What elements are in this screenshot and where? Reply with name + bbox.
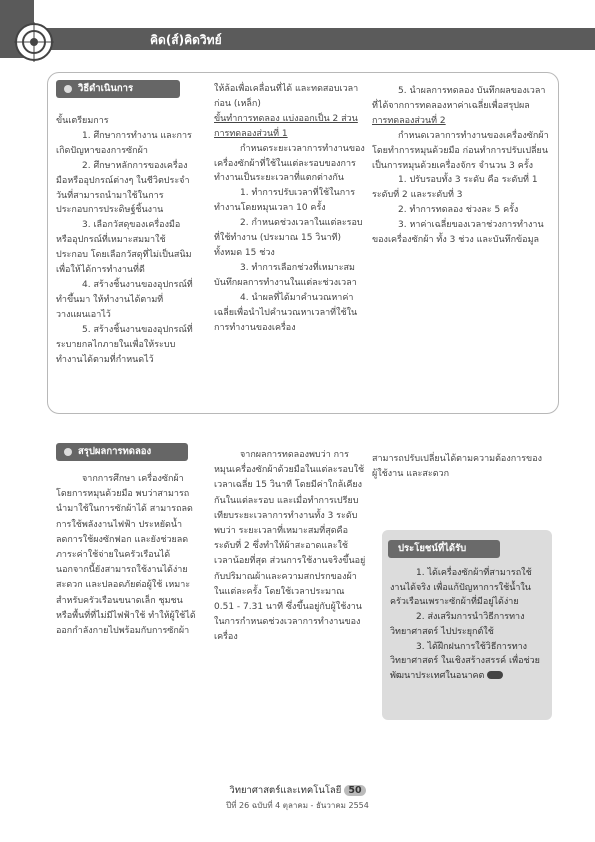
paragraph: 4. นำผลที่ได้มาคำนวณหาค่าเฉลี่ยเพื่อนำไปคำนวณหาเวลาที่ใช้ในการทำงานของเครื่อง — [214, 292, 358, 333]
paragraph: 1. ทำการปรับเวลาที่ใช้ในการทำงานโดยหมุนเวลา 10 ครั้ง — [214, 188, 356, 214]
benefit-heading: ประโยชน์ที่ได้รับ — [388, 540, 500, 558]
list-item-text: 3. ได้ฝึกฝนการใช้วิธีการทางวิทยาศาสตร์ ในเชิงสร้างสรรค์ เพื่อช่วยพัฒนาประเทศในอนาคต — [390, 641, 540, 681]
paragraph: 2. ศึกษาหลักการของเครื่องมือหรืออุปกรณ์ต่างๆ ในชีวิตประจำวันที่สามารถนำมาใช้ในการประกอบการประดิษฐ์ชิ้นงาน — [56, 160, 190, 216]
paragraph: 1. ศึกษาการทำงาน และการเกิดปัญหาของการซักผ้า — [56, 130, 192, 156]
subheading: ขั้นทำการทดลอง แบ่งออกเป็น 2 ส่วน — [214, 113, 358, 124]
paragraph: สามารถปรับเปลี่ยนได้ตามความต้องการของผู้ใช้งาน และสะดวก — [372, 454, 543, 479]
summary-column-2 — [214, 448, 366, 646]
footer — [0, 783, 595, 798]
paragraph: กำหนดเวลาการทำงานของเครื่องซักผ้า โดยทำการหมุนด้วยมือ ก่อนทำการปรับเปลี่ยนเป็นการหมุนด้วยเครื่องจักร จำนวน 3 ครั้ง — [372, 130, 549, 171]
paragraph: ขั้นเตรียมการ — [56, 116, 109, 126]
list-item: 1. ได้เครื่องซักผ้าที่สามารถใช้งานได้จริง เพื่อแก้ปัญหาการใช้น้ำในครัวเรือนเพราะซักผ้าที่มีอยู่ได้ง่าย — [390, 568, 532, 608]
paragraph: จากผลการทดลองพบว่า การหมุนเครื่องซักผ้าด้วยมือในแต่ละรอบใช้เวลาเฉลี่ย 15 วินาที โดยมีค่าใกล้เคียงกันในแต่ละรอบ และเมื่อทำการเปรียบเทียบระยะเวลาการทำงานทั้ง 3 ระดับ พบว่า ระยะเวลาที่เหมาะสมที่สุดคือ ระดับที่ 2 ซึ่งทำให้ผ้าสะอาดและใช้เวลาน้อยที่สุด ส่วนการใช้งานจริงขึ้นอยู่กับปริมาณผ้าและความสกปรกของผ้าในแต่ละครั้ง โดยใช้เวลาประมาณ 0.51 - 7.31 นาที ซึ่งขึ้นอยู่กับผู้ใช้งานในการกำหนดช่วงเวลาการทำงานของเครื่อง — [214, 450, 366, 643]
method-column-3 — [372, 84, 550, 248]
page-number: 50 — [344, 785, 365, 796]
paragraph: 3. ทำการเลือกช่วงที่เหมาะสม บันทึกผลการทำงานในแต่ละช่วงเวลา — [214, 262, 357, 288]
list-item: 2. ส่งเสริมการนำวิธีการทางวิทยาศาสตร์ ไปประยุกต์ใช้ — [390, 612, 525, 637]
paragraph: กำหนดระยะเวลาการทำงานของเครื่องซักผ้าที่ใช้ในแต่ละรอบของการทำงานเป็นระยะเวลาที่แตกต่างกัน — [214, 143, 365, 184]
paragraph: 5. สร้างชิ้นงานของอุปกรณ์ที่ระบายกลไกภายในเพื่อให้ระบบทำงานได้ตามที่กำหนดไว้ — [56, 324, 193, 365]
paragraph: ให้ล้อเพื่อเคลื่อนที่ได้ และทดสอบเวลาก่อน (เหล็ก) — [214, 84, 359, 109]
header-band — [34, 28, 595, 50]
paragraph: 5. นำผลการทดลอง บันทึกผลของเวลาที่ได้จากการทดลองหาค่าเฉลี่ยเพื่อสรุปผล — [372, 86, 546, 111]
benefit-list — [390, 566, 546, 684]
header-title: คิด(ส์)คิดวิทย์ — [150, 33, 222, 47]
summary-heading: สรุปผลการทดลอง — [56, 443, 188, 461]
magazine-name: วิทยาศาสตร์และเทคโนโลยี — [229, 785, 342, 796]
summary-column-1 — [56, 472, 196, 639]
circle-bullet-icon — [64, 85, 72, 93]
subheading: การทดลองส่วนที่ 1 — [214, 128, 288, 139]
paragraph: 2. ทำการทดลอง ช่วงละ 5 ครั้ง — [398, 205, 519, 216]
subheading: การทดลองส่วนที่ 2 — [372, 115, 446, 126]
circle-bullet-icon — [64, 448, 72, 456]
target-logo-icon — [12, 20, 56, 64]
method-column-2 — [214, 82, 366, 335]
arrow-icon — [487, 671, 503, 679]
paragraph: จากการศึกษา เครื่องซักผ้าโดยการหมุนด้วยมือ พบว่าสามารถนำมาใช้ในการซักผ้าได้ สามารถลดการใช้พลังงานไฟฟ้า ประหยัดน้ำ ลดการใช้ผงซักฟอก และยังช่วยลดภาระค่าใช้จ่ายในครัวเรือนได้ นอกจากนี้ยังสามารถใช้งานได้ง่าย สะดวก และปลอดภัยต่อผู้ใช้ เหมาะสำหรับครัวเรือนขนาดเล็ก ชุมชน หรือพื้นที่ที่ไม่มีไฟฟ้าใช้ ทำให้ผู้ใช้ได้ออกกำลังกายไปพร้อมกับการซักผ้า — [56, 474, 196, 637]
list-item — [390, 640, 546, 684]
paragraph: 1. ปรับรอบทั้ง 3 ระดับ คือ ระดับที่ 1 ระดับที่ 2 และระดับที่ 3 — [372, 175, 538, 201]
issue-info: ปีที่ 26 ฉบับที่ 4 ตุลาคม - ธันวาคม 2554 — [226, 801, 369, 810]
paragraph: 4. สร้างชิ้นงานของอุปกรณ์ที่ทำขึ้นมา ให้ทำงานได้ตามที่วางแผนเอาไว้ — [56, 279, 193, 320]
paragraph: 3. หาค่าเฉลี่ยของเวลาช่วงการทำงานของเครื่องซักผ้า ทั้ง 3 ช่วง และบันทึกข้อมูล — [372, 220, 544, 246]
method-column-1 — [56, 114, 194, 367]
summary-column-3 — [372, 452, 547, 482]
method-heading: วิธีดำเนินการ — [56, 80, 180, 98]
paragraph: 3. เลือกวัสดุของเครื่องมือหรืออุปกรณ์ที่เหมาะสมมาใช้ประกอบ โดยเลือกวัสดุที่ไม่เป็นสนิม เพื่อให้ได้การทำงานที่ดี — [56, 220, 192, 276]
paragraph: 2. กำหนดช่วงเวลาในแต่ละรอบที่ใช้ทำงาน (ประมาณ 15 วินาที) ทั้งหมด 15 ช่วง — [214, 218, 363, 258]
